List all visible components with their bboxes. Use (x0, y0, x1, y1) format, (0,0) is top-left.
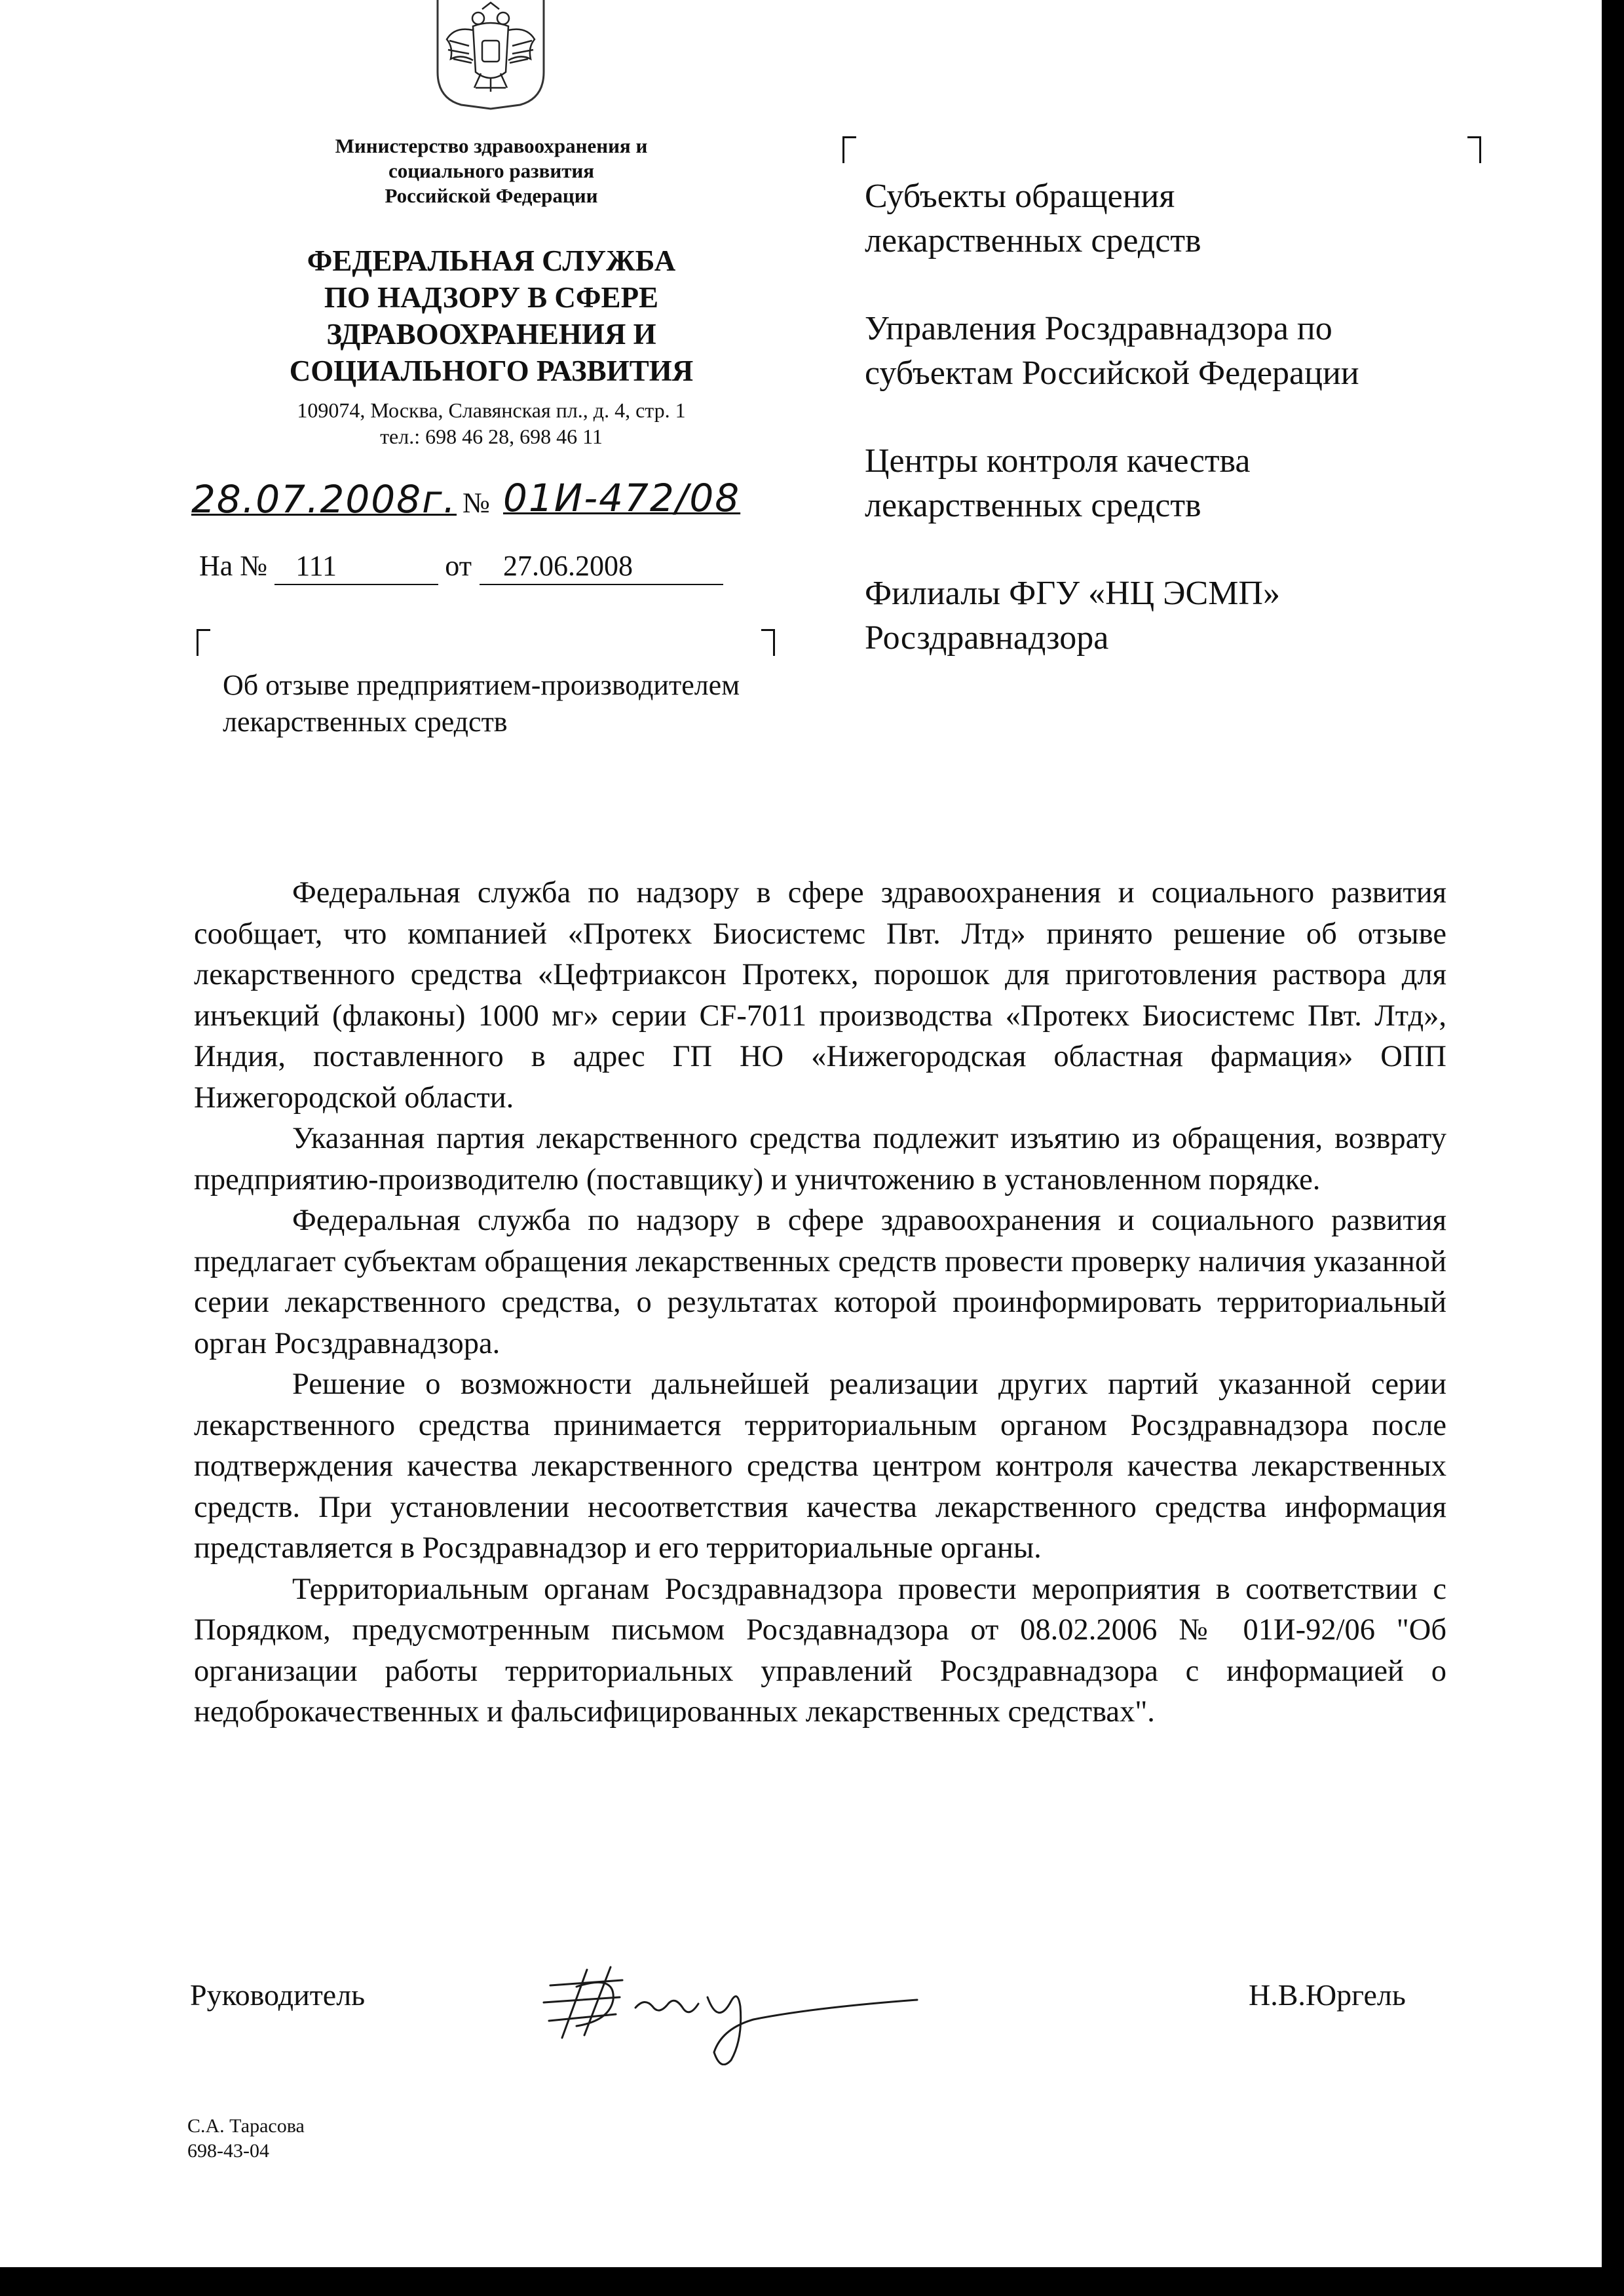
recipient-line: субъектам Российской Федерации (865, 354, 1359, 392)
recipient-bracket-left (842, 136, 856, 163)
body-paragraph: Федеральная служба по надзору в сфере здравоохранения и социального развития предлагает субъектам обращения лекарственных средств провести проверку наличия указанной серии лекарственного средства, о результатах которой проинформировать территориальный орган Росздравнадзора. (194, 1204, 1446, 1360)
body-paragraph: Федеральная служба по надзору в сфере здравоохранения и социального развития сообщает, что компанией «Протекх Биосистемс Пвт. Лтд» принято решение об отзыве лекарственного средства «Цефтриаксон Протекх, порошок для приготовления раствора для инъекций (флаконы) 1000 мг» серии CF-7011 производства «Протекх Биосистемс Пвт. Лтд», Индия, поставленного в адрес ГП НО «Нижегородская областная фармация» ОПП Нижегородской области. (194, 876, 1446, 1115)
recipient-group (865, 571, 1359, 660)
address-line: 109074, Москва, Славянская пл., д. 4, стр. 1 (297, 398, 686, 422)
letter-body (194, 873, 1446, 1733)
reference-number: 111 (274, 549, 438, 585)
signatory-title: Руководитель (190, 1978, 366, 2012)
registration-date: 28.07.2008г. (191, 477, 457, 522)
executor-block (187, 2114, 305, 2164)
reference-line (199, 549, 723, 585)
subject-bracket-left (197, 629, 210, 656)
registration-number: 01И-472/08 (503, 476, 741, 520)
sender-address (216, 397, 766, 450)
recipient-group (865, 307, 1359, 396)
ministry-line: Российской Федерации (385, 184, 598, 207)
recipients-block (865, 174, 1359, 704)
reference-from-label: от (445, 550, 472, 582)
recipient-line: Филиалы ФГУ «НЦ ЭСМП» (865, 575, 1280, 612)
recipient-line: Росздравнадзора (865, 619, 1109, 657)
recipient-bracket-right (1467, 136, 1481, 163)
service-line: СОЦИАЛЬНОГО РАЗВИТИЯ (289, 354, 694, 387)
service-line: ПО НАДЗОРУ В СФЕРЕ (324, 281, 659, 314)
body-paragraph: Решение о возможности дальнейшей реализации других партий указанной серии лекарственного средства принимается территориальным органом Росздравнадзора после подтверждения качества лекарственного средства центром контроля качества лекарственных средств. При установлении несоответствия качества лекарственного средства информация представляется в Росздравнадзор и его территориальные органы. (194, 1368, 1446, 1565)
recipient-line: лекарственных средств (865, 222, 1201, 259)
signatory-name: Н.В.Юргель (1249, 1978, 1406, 2012)
ministry-name (249, 134, 734, 208)
recipient-line: Центры контроля качества (865, 442, 1251, 480)
recipient-group (865, 174, 1359, 263)
recipient-group (865, 439, 1359, 528)
ministry-line: Министерство здравоохранения и (335, 134, 648, 157)
subject-bracket-right (761, 629, 775, 656)
handwritten-signature (537, 1961, 930, 2065)
recipient-line: Субъекты обращения (865, 178, 1175, 215)
body-paragraph: Указанная партия лекарственного средства подлежит изъятию из обращения, возврату предприятию-производителю (поставщику) и уничтожению в установленном порядке. (194, 1122, 1446, 1196)
executor-phone: 698-43-04 (187, 2140, 269, 2162)
letter-subject (223, 667, 740, 740)
recipient-line: Управления Росздравнадзора по (865, 310, 1332, 347)
service-line: ЗДРАВООХРАНЕНИЯ И (326, 318, 656, 351)
subject-line: Об отзыве предприятием-производителем (223, 669, 740, 701)
scan-border-bottom (0, 2267, 1624, 2296)
reference-label: На № (199, 550, 268, 582)
registration-number-label: № (463, 487, 490, 519)
reference-date: 27.06.2008 (480, 549, 723, 585)
scan-border-right (1602, 0, 1624, 2296)
service-line: ФЕДЕРАЛЬНАЯ СЛУЖБА (307, 244, 676, 277)
phone-line: тел.: 698 46 28, 698 46 11 (380, 425, 603, 448)
subject-line: лекарственных средств (223, 706, 508, 738)
ministry-line: социального развития (388, 159, 595, 182)
recipient-line: лекарственных средств (865, 487, 1201, 524)
body-paragraph: Территориальным органам Росздравнадзора провести мероприятия в соответствии с Порядком, предусмотренным письмом Росздавнадзора от 08.02.2006 № 01И-92/06 "Об организации работы территориальных управлений Росздравнадзора с информацией о недоброкачественных и фальсифицированных лекарственных средствах". (194, 1572, 1446, 1729)
service-name (216, 242, 766, 389)
executor-name: С.А. Тарасова (187, 2115, 305, 2137)
state-emblem-icon (435, 0, 546, 110)
